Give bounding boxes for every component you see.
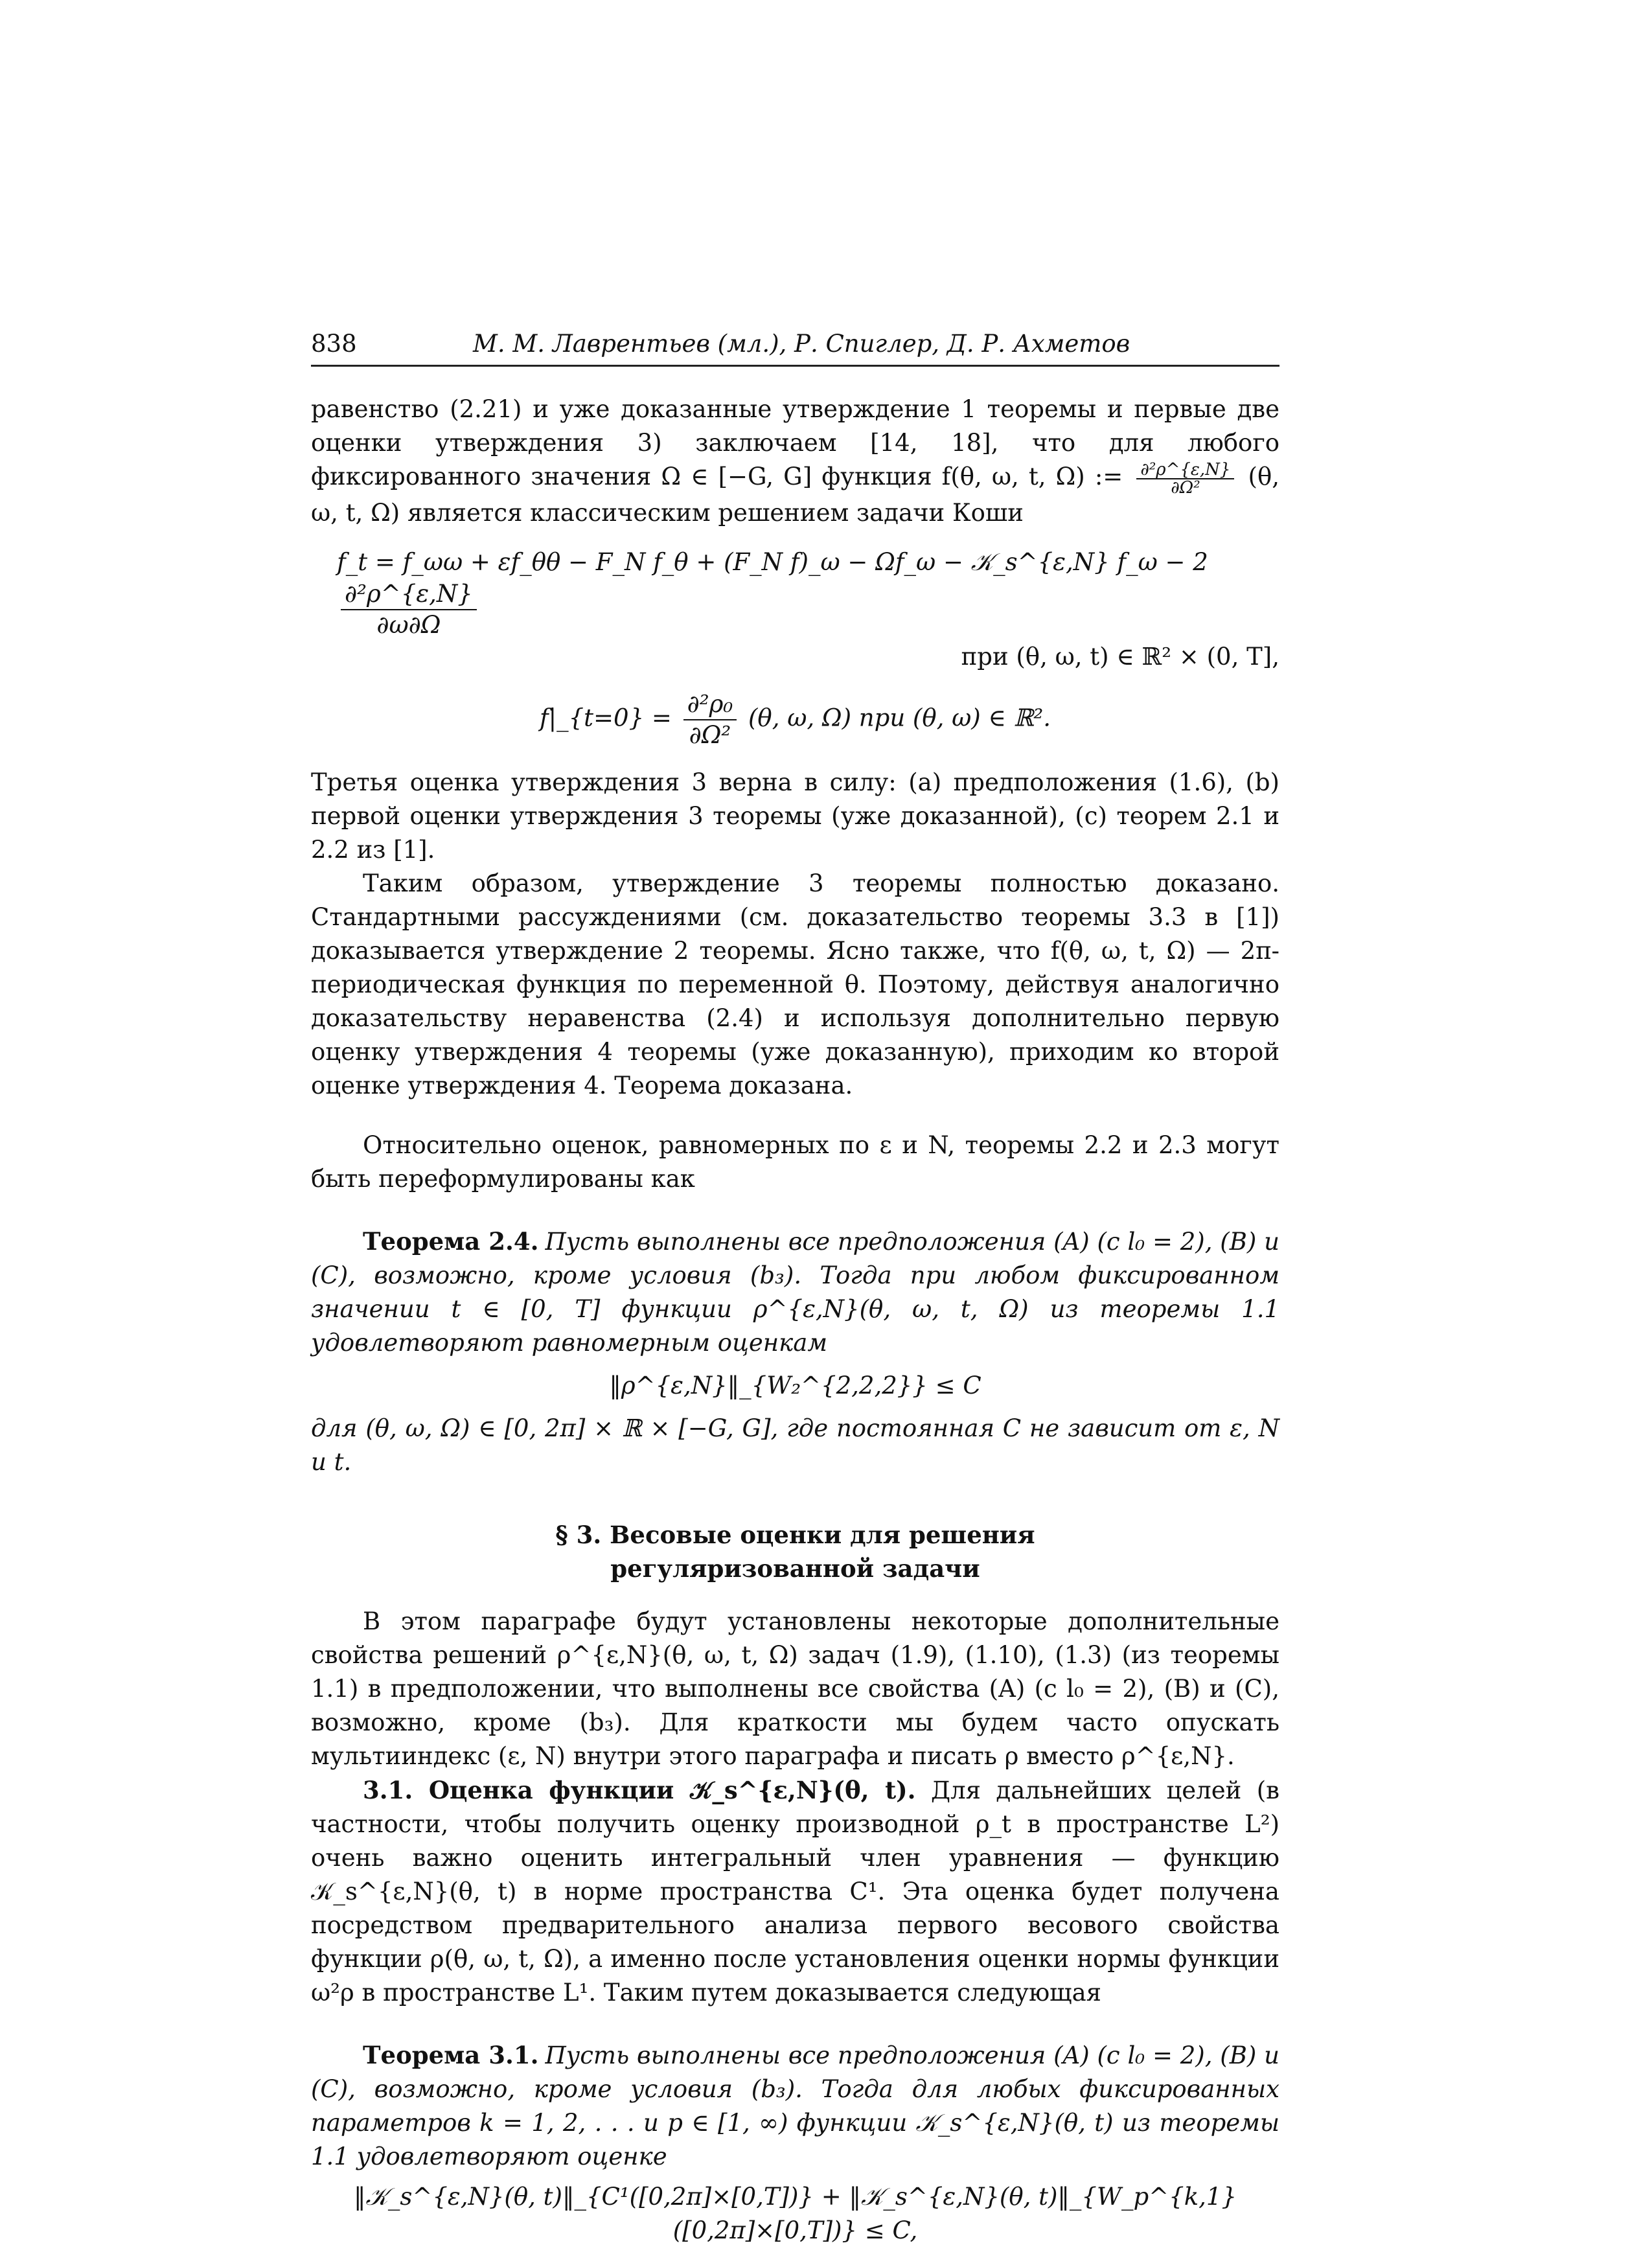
fraction-denominator: ∂ω∂Ω	[376, 610, 441, 639]
theorem-2-4	[311, 1225, 1279, 1360]
theorem-2-4-tail: для (θ, ω, Ω) ∈ [0, 2π] × ℝ × [−G, G], где постоянная C не зависит от ε, N и t.	[311, 1414, 1279, 1476]
theorem-3-1-body: Пусть выполнены все предположения (A) (с l₀ = 2), (B) и (C), возможно, кроме условия (b₃). Тогда для любых фиксированных параметров k = 1, 2, . . . и p ∈ [1, ∞) функции 𝒦_s^{ε,N}(θ, t) из теоремы 1.1 удовлетворяют оценке	[311, 2041, 1279, 2170]
section-3-title-line-1: § 3. Весовые оценки для решения	[555, 1520, 1035, 1549]
theorem-2-4-body: Пусть выполнены все предположения (A) (с l₀ = 2), (B) и (C), возможно, кроме условия (b₃). Тогда при любом фиксированном значении t ∈ [0, T] функции ρ^{ε,N}(θ, ω, t, Ω) из теоремы 1.1 удовлетворяют равномерным оценкам	[311, 1227, 1279, 1357]
equation-initial-lhs: f|_{t=0} =	[539, 704, 672, 731]
fraction-numerator: ∂²ρ^{ε,N}	[1136, 461, 1234, 479]
section-3-title	[311, 1518, 1279, 1585]
paragraph-2: Третья оценка утверждения 3 верна в силу: (a) предположения (1.6), (b) первой оценки утверждения 3 теоремы (уже доказанной), (c) теорем 2.1 и 2.2 из [1].	[311, 768, 1279, 864]
fraction-denominator: ∂Ω²	[689, 720, 731, 749]
theorem-3-1-label: Теорема 3.1.	[363, 2040, 539, 2069]
equation-initial-fraction	[683, 689, 737, 750]
running-header	[311, 327, 1279, 367]
inline-fraction	[1136, 461, 1234, 496]
paragraph-5: В этом параграфе будут установлены некоторые дополнительные свойства решений ρ^{ε,N}(θ, ω, t, Ω) задач (1.9), (1.10), (1.3) (из теоремы 1.1) в предположении, что выполнены все свойства (A) (с l₀ = 2), (B) и (C), возможно, кроме (b₃). Для краткости мы будем часто опускать мультииндекс (ε, N) внутри этого параграфа и писать ρ вместо ρ^{ε,N}.	[311, 1607, 1279, 1770]
page	[311, 327, 1279, 2254]
subsection-3-1-body: Для дальнейших целей (в частности, чтобы получить оценку производной ρ_t в пространстве L²) очень важно оценить интегральный член уравнения — функцию 𝒦_s^{ε,N}(θ, t) в норме пространства C¹. Эта оценка будет получена посредством предварительного анализа первого весового свойства функции ρ(θ, ω, t, Ω), а именно после установления оценки нормы функции ω²ρ в пространстве L¹. Таким путем доказывается следующая	[311, 1776, 1279, 2007]
section-3-title-line-2: регуляризованной задачи	[610, 1554, 980, 1583]
paragraph-1	[311, 393, 1279, 530]
theorem-3-1-formula: ‖𝒦_s^{ε,N}(θ, t)‖_{C¹([0,2π]×[0,T])} + ‖𝒦_s^{ε,N}(θ, t)‖_{W_p^{k,1}([0,2π]×[0,T])} ≤ C,	[353, 2182, 1237, 2244]
equation-cauchy-condition: при (θ, ω, t) ∈ ℝ² × (0, T],	[961, 642, 1279, 671]
equation-cauchy-lhs: f_t = f_ωω + εf_θθ − F_N f_θ + (F_N f)_ω − Ωf_ω − 𝒦_s^{ε,N} f_ω − 2	[337, 547, 1208, 576]
equation-cauchy	[311, 546, 1279, 674]
subsection-3-1	[311, 1773, 1279, 2010]
paragraph-3: Таким образом, утверждение 3 теоремы полностью доказано. Стандартными рассуждениями (см. доказательство теоремы 3.3 в [1]) доказывается утверждение 2 теоремы. Ясно также, что f(θ, ω, t, Ω) — 2π-периодическая функция по переменной θ. Поэтому, действуя аналогично доказательству неравенства (2.4) и используя дополнительно первую оценку утверждения 4 теоремы (уже доказанную), приходим ко второй оценке утверждения 4. Теорема доказана.	[311, 869, 1279, 1099]
fraction-denominator: ∂Ω²	[1171, 477, 1200, 498]
fraction-numerator: ∂²ρ^{ε,N}	[341, 579, 477, 610]
theorem-2-4-formula: ‖ρ^{ε,N}‖_{W₂^{2,2,2}} ≤ C	[609, 1371, 981, 1399]
equation-cauchy-fraction	[341, 579, 477, 640]
equation-initial	[311, 689, 1279, 750]
paragraph-1-text-a: равенство (2.21) и уже доказанные утверждение 1 теоремы и первые две оценки утверждения 3) заключаем [14, 18], что для любого фиксированного значения Ω ∈ [−G, G] функция f(θ, ω, t, Ω) :=	[311, 395, 1279, 490]
paragraph-1-text-b: (θ, ω, t, Ω) является классическим решением задачи Коши	[311, 463, 1280, 527]
page-number: 838	[311, 330, 357, 358]
equation-cauchy-line	[311, 546, 1279, 640]
paragraph-4: Относительно оценок, равномерных по ε и N, теоремы 2.2 и 2.3 могут быть переформулированы как	[311, 1131, 1279, 1193]
subsection-3-1-title: 3.1. Оценка функции 𝒦_s^{ε,N}(θ, t).	[363, 1775, 916, 1804]
fraction-numerator: ∂²ρ₀	[683, 689, 737, 720]
theorem-3-1	[311, 2038, 1279, 2174]
theorem-2-4-label: Теорема 2.4.	[363, 1226, 539, 1256]
header-authors: М. М. Лаврентьев (мл.), Р. Спиглер, Д. Р. Ахметов	[473, 330, 1130, 358]
spacer	[311, 1103, 1279, 1129]
equation-initial-rhs: (θ, ω, Ω) при (θ, ω) ∈ ℝ².	[748, 704, 1051, 731]
